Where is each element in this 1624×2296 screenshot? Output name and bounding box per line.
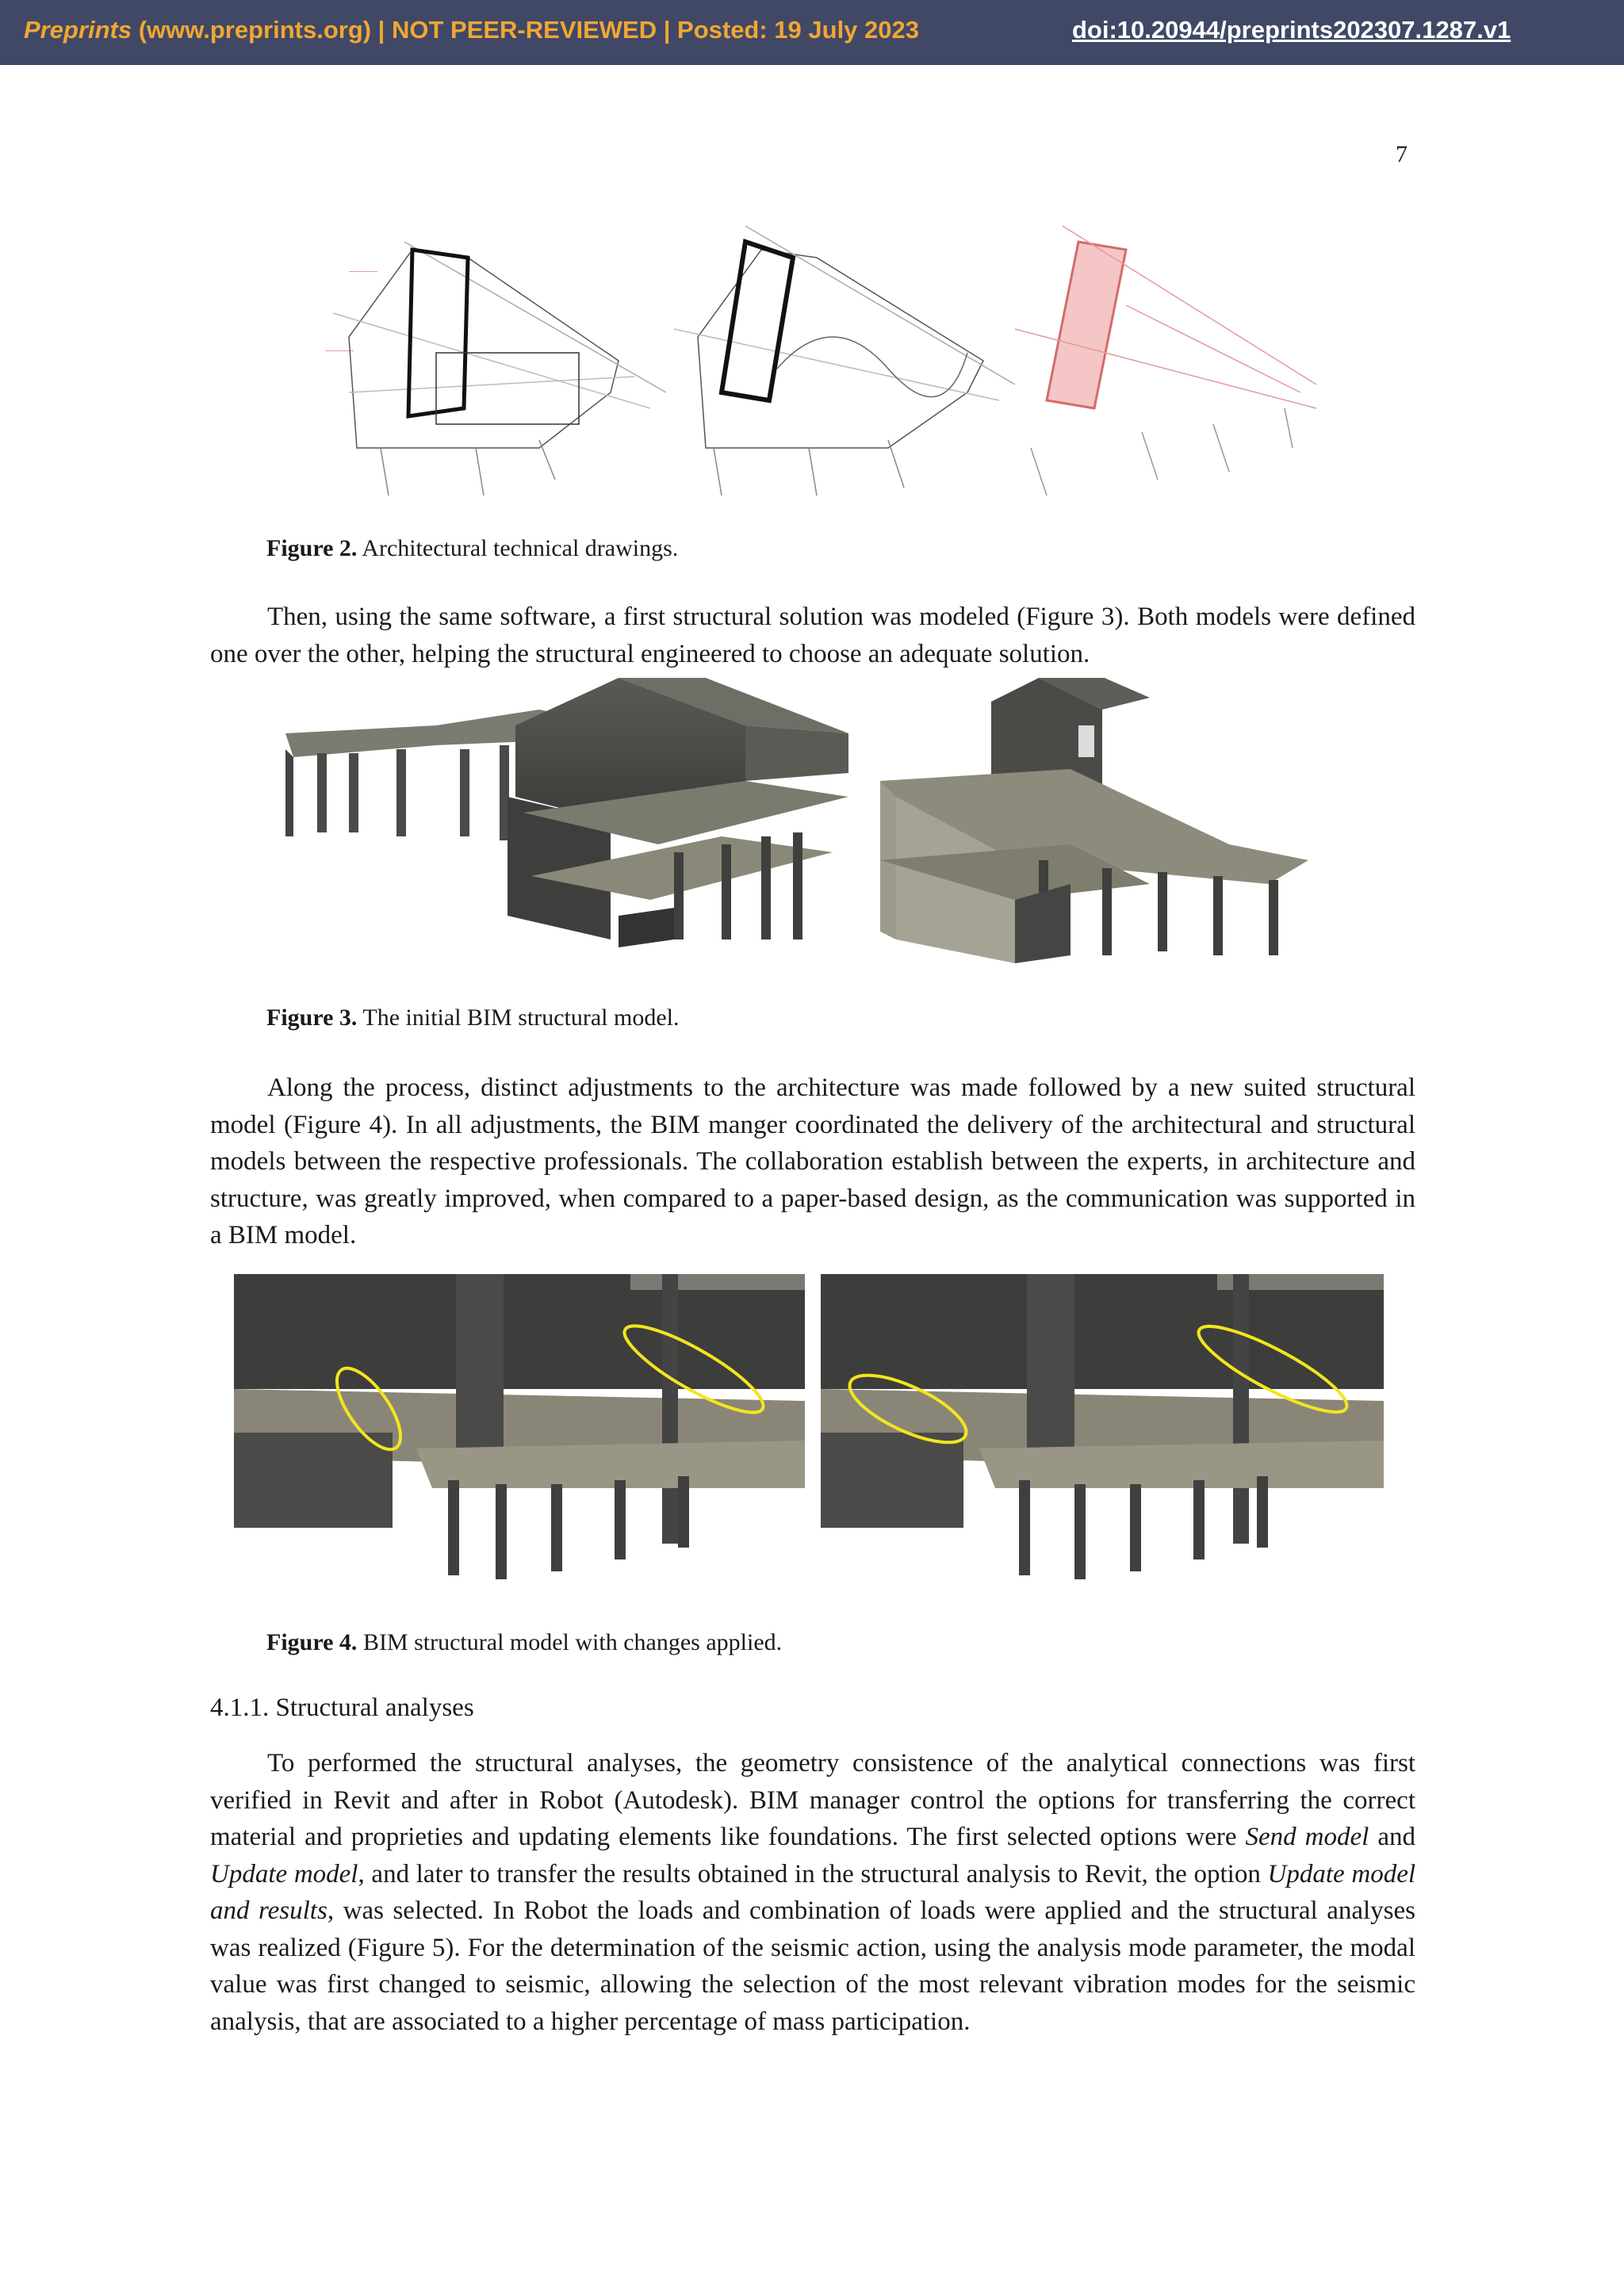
plan-drawing-2 [674,226,1015,496]
para3-emphasis-update-model-results: Update model and results [210,1859,1416,1925]
para3-text-1: To performed the structural analyses, the geometry consistence of the analytical connections was first verified in Revit and after in Robot (Autodesk). BIM manager control the options for transferring the correct material and proprieties and updating elements like foundations. The first selected options were [210,1749,1415,1851]
figure-2-drawings [301,210,1324,503]
para3-text-3: , and later to transfer the results obtained in the structural analysis to Revit, the option [358,1859,1268,1888]
preprint-header-bar [0,0,1624,65]
figure-4-label: Figure 4. [266,1629,358,1655]
paragraph-2: Along the process, distinct adjustments to the architecture was made followed by a new suited structural model (Figure 4). In all adjustments, the BIM manger coordinated the delivery of the architectural and structural models between the respective professionals. The collaboration establish between the experts, in architecture and structure, was greatly improved, when compared to a paper-based design, as the communication was supported in a BIM model. [210,1073,1415,1249]
header-status: (www.preprints.org) | NOT PEER-REVIEWED | Posted: 19 July 2023 [132,16,920,44]
header-posting-info [24,16,919,44]
svg-text:————: ———— [349,267,377,275]
para3-emphasis-update-model: Update model [210,1859,358,1888]
figure-4-text: BIM structural model with changes applied. [357,1629,783,1655]
figure-4-bim-changes [234,1274,1384,1591]
bim-view-left [285,678,848,947]
figure-3-text: The initial BIM structural model. [357,1004,680,1031]
figure-2-text: Architectural technical drawings. [357,535,679,561]
bim-change-view-left [234,1274,805,1579]
page-number: 7 [1396,141,1408,167]
svg-text:————: ———— [325,346,354,354]
plan-drawing-1 [324,242,666,496]
brand-name: Preprints [24,16,132,44]
figure-3-caption [266,1004,679,1031]
doi-link[interactable]: doi:10.20944/preprints202307.1287.v1 [1072,16,1511,44]
figure-2-caption [266,535,678,562]
paragraph-3 [210,1745,1415,2040]
para3-text-4: , was selected. In Robot the loads and combination of loads were applied and the structural analyses was realized (Figure 5). For the determination of the seismic action, using the analysis mode parameter, the modal value was first changed to seismic, allowing the selection of the most relevant vibration modes for the seismic analysis, that are associated to a higher percentage of mass participation. [210,1896,1415,2036]
plan-drawing-3 [1015,226,1316,496]
paragraph-1: Then, using the same software, a first structural solution was modeled (Figure 3). Both models were defined one over the other, helping the structural engineered to choose an adequate solution. [210,603,1415,668]
section-heading: 4.1.1. Structural analyses [210,1693,474,1722]
figure-2-label: Figure 2. [266,535,358,561]
para3-emphasis-send-model: Send model [1245,1823,1369,1851]
figure-4-caption [266,1629,782,1656]
para3-text-2: and [1369,1823,1415,1851]
figure-3-bim-model [278,678,1340,971]
bim-change-view-right [821,1274,1384,1579]
figure-3-label: Figure 3. [266,1004,358,1031]
bim-view-right [880,678,1308,963]
